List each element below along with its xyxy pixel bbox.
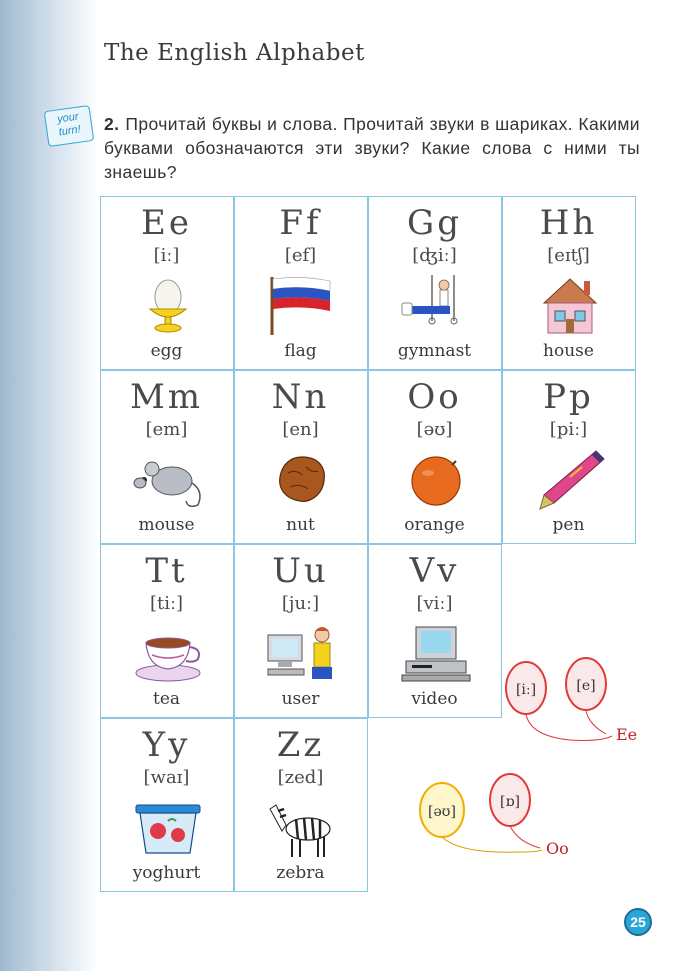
letter-card-p [502,370,636,544]
letter-pair: Uu [272,550,329,591]
balloon-sound: [ɒ] [500,794,520,810]
transcription: [iː] [153,244,180,266]
letter-pair: Zz [276,724,325,765]
transcription: [piː] [549,418,588,440]
letter-card-z [234,718,368,892]
transcription: [ʤiː] [412,244,457,266]
computer-user-icon [262,621,342,685]
letter-card-m [100,370,234,544]
tea-cup-icon [128,621,208,685]
example-word: zebra [276,862,325,883]
letter-card-t [100,544,234,718]
letter-pair: Vv [409,550,460,591]
balloon-sound: [iː] [515,682,537,698]
task-text: Прочитай буквы и слова. Прочитай звуки в шариках. Какими буквами обозначаются эти звуки? Какие слова с ними ты знаешь? [104,114,640,182]
transcription: [en] [282,418,319,440]
example-word: tea [152,688,181,709]
task-instructions [104,112,640,184]
letter-card-f [234,196,368,370]
balloon-letter-label: Ee [616,725,638,744]
example-word: egg [150,340,183,361]
egg-icon [128,273,208,337]
transcription: [waɪ] [143,766,190,788]
letter-pair: Oo [407,376,462,417]
letter-card-g [368,196,502,370]
transcription: [em] [145,418,188,440]
mouse-icon [128,447,208,511]
example-word: yoghurt [132,862,201,883]
transcription: [ef] [284,244,317,266]
letter-card-h [502,196,636,370]
letter-pair: Mm [129,376,204,417]
example-word: house [543,340,594,361]
letter-card-n [234,370,368,544]
gymnast-icon [396,273,476,337]
transcription: [eɪtʃ] [547,244,590,266]
task-number: 2. [104,114,120,134]
transcription: [zed] [277,766,324,788]
balloon-letter-label: Oo [546,839,569,858]
example-word: pen [552,514,585,535]
sound-balloons [400,650,660,880]
example-word: flag [284,340,317,361]
example-word: orange [404,514,465,535]
letter-pair: Ff [279,202,322,243]
badge-line-1: your [56,110,80,126]
transcription: [juː] [281,592,320,614]
letter-pair: Nn [271,376,330,417]
your-turn-badge [44,105,95,147]
pen-icon [530,447,610,511]
flag-icon [262,273,342,337]
balloon-group-ee [506,658,637,744]
balloon-sound: [e] [576,678,596,694]
balloon-sound: [əʊ] [428,804,456,820]
letter-pair: Yy [142,724,191,765]
balloon-group-oo [420,774,569,858]
example-word: gymnast [397,340,472,361]
orange-icon [396,447,476,511]
transcription: [tiː] [149,592,184,614]
letter-pair: Pp [543,376,594,417]
badge-line-2: turn! [57,123,82,139]
letter-card-u [234,544,368,718]
nut-icon [262,447,342,511]
zebra-icon [262,795,342,859]
letter-pair: Gg [407,202,462,243]
transcription: [əʊ] [416,418,453,440]
example-word: nut [286,514,315,535]
letter-card-e [100,196,234,370]
letter-card-y [100,718,234,892]
transcription: [viː] [416,592,453,614]
letter-pair: Ee [141,202,192,243]
letter-pair: Tt [145,550,188,591]
house-icon [530,273,610,337]
page-title: The English Alphabet [104,40,365,66]
letter-pair: Hh [539,202,598,243]
page-number: 25 [624,908,652,936]
example-word: video [411,688,458,709]
example-word: mouse [138,514,195,535]
yoghurt-icon [128,795,208,859]
letter-card-o [368,370,502,544]
example-word: user [281,688,320,709]
